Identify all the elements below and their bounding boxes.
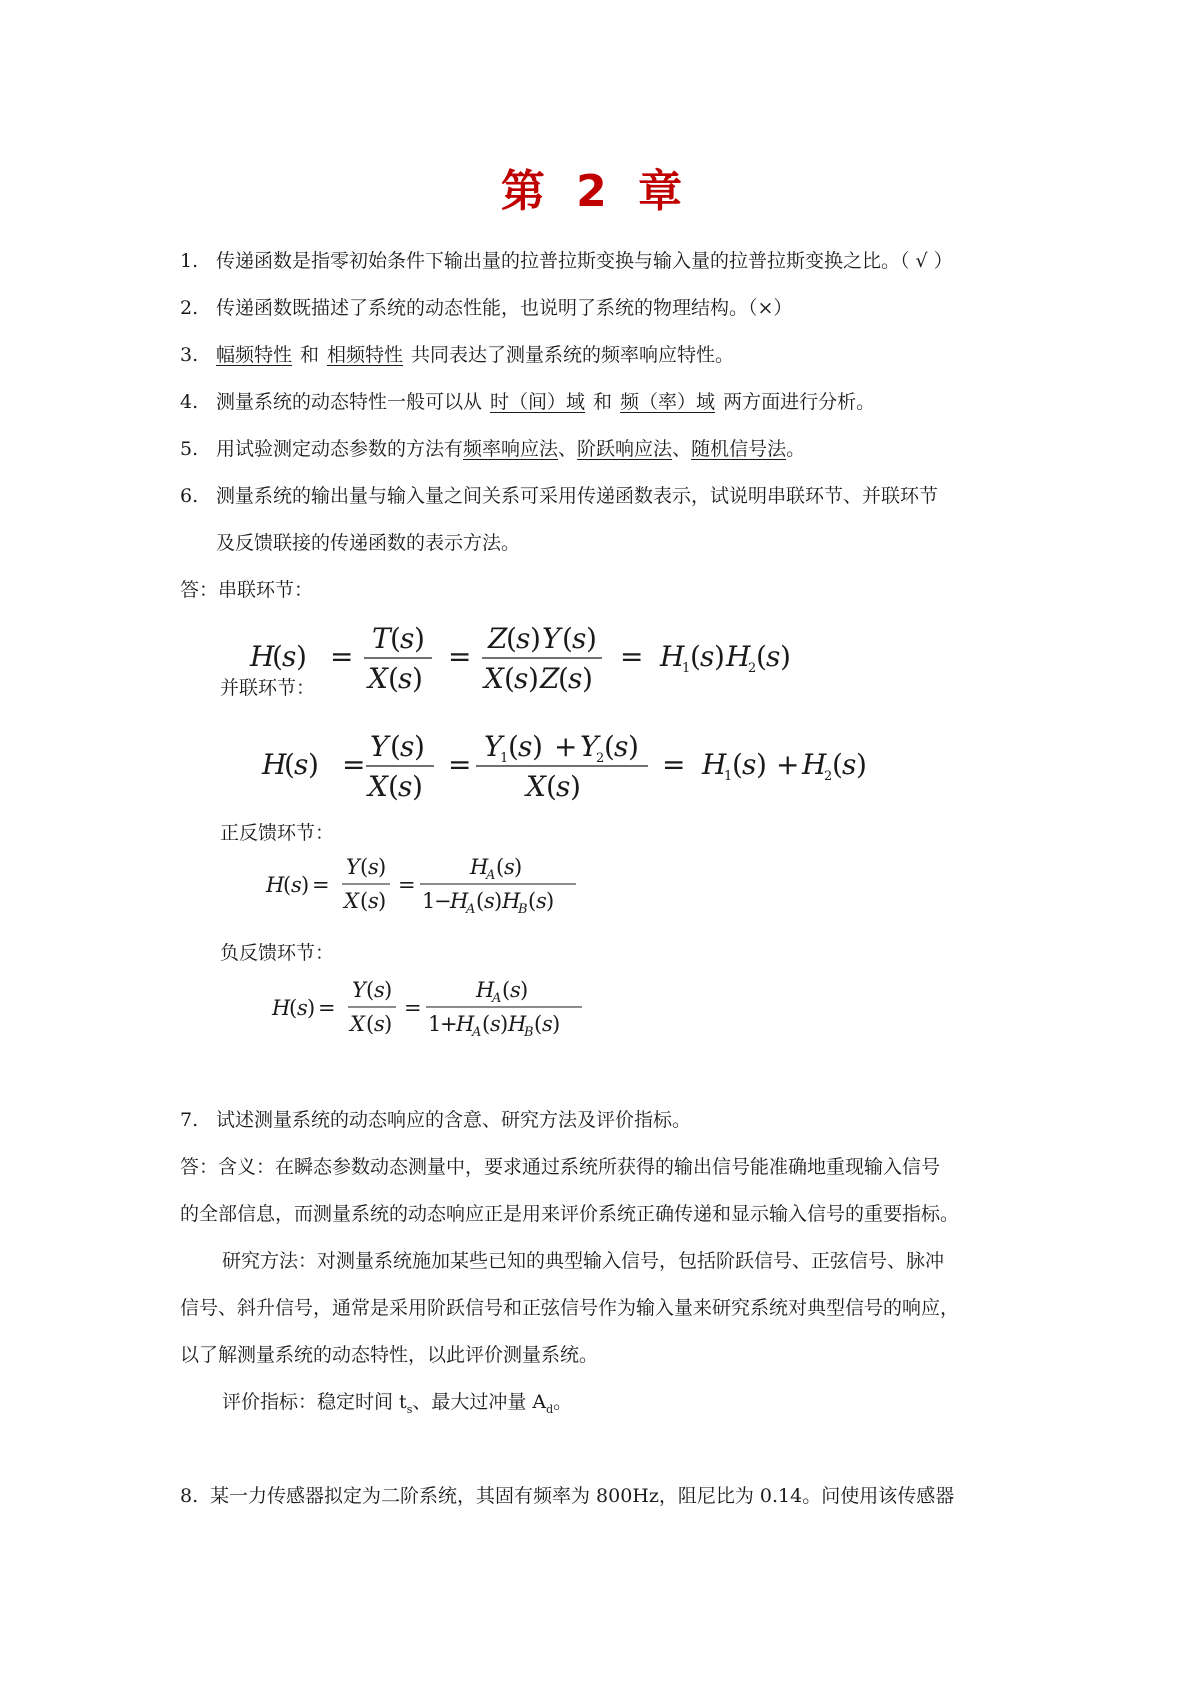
question-6-continued: 及反馈联接的传递函数的表示方法。: [216, 532, 521, 554]
svg-text:(: (: [558, 662, 569, 695]
metrics-text: 评价指标：稳定时间 t: [222, 1391, 407, 1413]
separator: 、: [558, 438, 578, 460]
svg-text:=: =: [312, 873, 330, 897]
svg-text:X: X: [344, 889, 359, 913]
question-text: 用试验测定动态参数的方法有: [216, 438, 464, 460]
svg-text:=: =: [342, 748, 366, 781]
svg-text:H: H: [502, 889, 521, 913]
question-text: 两方面进行分析。: [723, 391, 876, 413]
svg-text:X: X: [484, 662, 504, 695]
svg-text:): ): [494, 889, 503, 913]
svg-text:(: (: [604, 730, 615, 763]
evaluation-metrics: [222, 1387, 572, 1425]
answer-7-line: 信号、斜升信号，通常是采用阶跃信号和正弦信号作为输入量来研究系统对典型信号的响应，: [180, 1297, 960, 1319]
svg-text:H: H: [450, 889, 469, 913]
svg-text:Y: Y: [346, 855, 360, 879]
question-7: [180, 1105, 691, 1135]
svg-text:(: (: [508, 730, 519, 763]
svg-text:): ): [552, 1012, 561, 1036]
question-number: 1.: [180, 250, 199, 272]
svg-text:): ): [500, 1012, 509, 1036]
question-text: 共同表达了测量系统的频率响应特性。: [411, 344, 735, 366]
svg-text:H: H: [508, 1012, 527, 1036]
svg-text:): ): [414, 622, 425, 655]
separator: 、: [672, 438, 692, 460]
svg-text:s: s: [518, 730, 533, 763]
question-text: 某一力传感器拟定为二阶系统，其固有频率为 800Hz，阻尼比为 0.14。问使用该传感器: [210, 1485, 955, 1507]
svg-text:=: =: [404, 996, 422, 1020]
question-8: [180, 1481, 954, 1511]
svg-text:s: s: [490, 1012, 501, 1036]
svg-text:(: (: [390, 730, 401, 763]
svg-text:s: s: [536, 889, 547, 913]
svg-text:): ): [412, 770, 423, 803]
svg-text:X: X: [368, 770, 388, 803]
svg-text:X: X: [526, 770, 546, 803]
answer-blank: 阶跃响应法: [577, 438, 673, 460]
svg-text:(: (: [832, 748, 843, 781]
svg-text:s: s: [294, 748, 309, 781]
question-number: 7.: [180, 1109, 199, 1131]
answer-blank: 随机信号法: [691, 438, 787, 460]
metrics-subscript: s: [406, 1402, 413, 1416]
svg-text:s: s: [842, 748, 857, 781]
answer-7-line: 研究方法：对测量系统施加某些已知的典型输入信号，包括阶跃信号、正弦信号、脉冲: [222, 1250, 945, 1272]
question-number: 2.: [180, 297, 199, 319]
svg-text:s: s: [291, 873, 302, 897]
svg-text:): ): [414, 730, 425, 763]
svg-text:(: (: [506, 622, 517, 655]
svg-text:=: =: [448, 748, 472, 781]
svg-text:s: s: [368, 855, 379, 879]
svg-text:): ): [412, 662, 423, 695]
question-text: 传递函数是指零初始条件下输出量的拉普拉斯变换与输入量的拉普拉斯变换之比。（ √ ）: [216, 250, 953, 272]
answer-blank: 幅频特性: [216, 344, 293, 366]
question-2: [180, 293, 792, 323]
svg-text:H: H: [660, 640, 685, 673]
chapter-title: 第 2 章: [500, 166, 691, 217]
question-number: 4.: [180, 391, 199, 413]
svg-text:s: s: [556, 770, 571, 803]
svg-text:): ): [296, 640, 307, 673]
svg-text:): ): [780, 640, 791, 673]
svg-text:(: (: [360, 889, 369, 913]
svg-text:Y: Y: [542, 622, 561, 655]
svg-text:=: =: [318, 996, 336, 1020]
svg-text:=: =: [330, 640, 354, 673]
question-text: 和: [593, 391, 613, 413]
svg-text:s: s: [484, 889, 495, 913]
svg-text:(: (: [732, 748, 743, 781]
answer-blank: 时（间）域: [490, 391, 586, 413]
svg-text:(: (: [528, 889, 537, 913]
svg-text:X: X: [350, 1012, 365, 1036]
svg-text:H: H: [470, 855, 489, 879]
svg-text:): ): [756, 748, 767, 781]
svg-text:=: =: [398, 873, 416, 897]
svg-text:): ): [856, 748, 867, 781]
svg-text:): ): [514, 855, 523, 879]
svg-text:2: 2: [824, 769, 833, 784]
question-text: 测量系统的动态特性一般可以从: [216, 391, 483, 413]
svg-text:s: s: [510, 978, 521, 1002]
svg-text:(: (: [360, 855, 369, 879]
svg-text:): ): [546, 889, 555, 913]
answer-blank: 频率响应法: [463, 438, 559, 460]
question-3: [180, 340, 734, 370]
svg-text:): ): [308, 748, 319, 781]
question-4: [180, 387, 875, 417]
svg-text:s: s: [514, 662, 529, 695]
svg-text:): ): [532, 730, 543, 763]
metrics-subscript: d: [546, 1402, 554, 1416]
svg-text:): ): [586, 622, 597, 655]
svg-text:): ): [570, 770, 581, 803]
svg-text:(: (: [366, 978, 375, 1002]
series-label: 答：串联环节：: [180, 579, 314, 601]
answer-blank: 相频特性: [327, 344, 404, 366]
svg-text:): ): [520, 978, 529, 1002]
svg-text:A: A: [486, 868, 496, 883]
svg-text:1: 1: [428, 1012, 442, 1036]
svg-text:s: s: [374, 978, 385, 1002]
svg-text:s: s: [614, 730, 629, 763]
question-text: 传递函数既描述了系统的动态性能，也说明了系统的物理结构。（×）: [216, 297, 793, 319]
svg-text:s: s: [504, 855, 515, 879]
separator: 。: [786, 438, 806, 460]
svg-text:(: (: [476, 889, 485, 913]
svg-text:(: (: [388, 662, 399, 695]
svg-text:H: H: [702, 748, 727, 781]
question-number: 5.: [180, 438, 199, 460]
positive-feedback-label: 正反馈环节：: [220, 822, 335, 844]
svg-text:+: +: [440, 1012, 458, 1036]
svg-text:): ): [378, 889, 387, 913]
svg-text:s: s: [766, 640, 781, 673]
question-number: 8.: [180, 1485, 199, 1507]
svg-text:1: 1: [682, 661, 691, 676]
svg-text:Y: Y: [580, 730, 599, 763]
svg-text:(: (: [504, 662, 515, 695]
svg-text:s: s: [398, 662, 413, 695]
svg-text:Z: Z: [488, 622, 508, 655]
svg-text:s: s: [700, 640, 715, 673]
question-1: [180, 246, 953, 276]
svg-text:Z: Z: [540, 662, 560, 695]
svg-text:Y: Y: [370, 730, 389, 763]
svg-text:(: (: [284, 748, 295, 781]
question-5: [180, 434, 805, 464]
svg-text:): ): [528, 662, 539, 695]
svg-text:H: H: [802, 748, 827, 781]
svg-text:H: H: [266, 873, 285, 897]
negative-feedback-formula: [272, 975, 602, 1049]
svg-text:Y: Y: [352, 978, 366, 1002]
positive-feedback-formula: [266, 852, 596, 926]
metrics-text: 、最大过冲量 A: [412, 1391, 547, 1413]
question-text: 试述测量系统的动态响应的含意、研究方法及评价指标。: [216, 1109, 692, 1131]
svg-text:(: (: [388, 770, 399, 803]
answer-blank: 频（率）域: [620, 391, 716, 413]
svg-text:(: (: [534, 1012, 543, 1036]
svg-text:s: s: [400, 622, 415, 655]
svg-text:): ): [384, 978, 393, 1002]
svg-text:(: (: [272, 640, 283, 673]
svg-text:(: (: [390, 622, 401, 655]
svg-text:B: B: [518, 902, 528, 917]
svg-text:B: B: [524, 1025, 534, 1040]
svg-text:): ): [307, 996, 316, 1020]
answer-7-line: 的全部信息，而测量系统的动态响应正是用来评价系统正确传递和显示输入信号的重要指标。: [180, 1203, 960, 1225]
svg-text:s: s: [297, 996, 308, 1020]
svg-text:): ): [301, 873, 310, 897]
answer-7-line: 答：含义：在瞬态参数动态测量中，要求通过系统所获得的输出信号能准确地重现输入信号: [180, 1156, 941, 1178]
svg-text:H: H: [272, 996, 291, 1020]
svg-text:H: H: [726, 640, 751, 673]
question-text: 测量系统的输出量与输入量之间关系可采用传递函数表示，试说明串联环节、并联环节: [216, 485, 939, 507]
svg-text:H: H: [456, 1012, 475, 1036]
svg-text:X: X: [368, 662, 388, 695]
svg-text:): ): [530, 622, 541, 655]
svg-text:A: A: [472, 1025, 482, 1040]
svg-text:s: s: [568, 662, 583, 695]
negative-feedback-label: 负反馈环节：: [220, 942, 335, 964]
svg-text:): ): [628, 730, 639, 763]
svg-text:s: s: [374, 1012, 385, 1036]
parallel-label: 并联环节：: [220, 677, 316, 699]
svg-text:s: s: [368, 889, 379, 913]
metrics-text: 。: [553, 1391, 573, 1413]
svg-text:s: s: [572, 622, 587, 655]
svg-text:H: H: [262, 748, 287, 781]
svg-text:2: 2: [596, 751, 605, 766]
svg-text:A: A: [466, 902, 476, 917]
svg-text:1: 1: [422, 889, 436, 913]
svg-text:(: (: [546, 770, 557, 803]
svg-text:(: (: [482, 1012, 491, 1036]
svg-text:): ): [714, 640, 725, 673]
svg-text:=: =: [448, 640, 472, 673]
svg-text:(: (: [289, 996, 298, 1020]
svg-text:s: s: [516, 622, 531, 655]
svg-text:H: H: [250, 640, 275, 673]
svg-text:=: =: [662, 748, 686, 781]
question-number: 3.: [180, 344, 199, 366]
answer-7-line: 以了解测量系统的动态特性，以此评价测量系统。: [180, 1344, 599, 1366]
svg-text:+: +: [776, 748, 800, 781]
svg-text:1: 1: [724, 769, 733, 784]
svg-text:s: s: [400, 730, 415, 763]
svg-text:A: A: [492, 991, 502, 1006]
svg-text:(: (: [562, 622, 573, 655]
svg-text:2: 2: [748, 661, 757, 676]
svg-text:): ): [582, 662, 593, 695]
question-number: 6.: [180, 485, 199, 507]
svg-text:(: (: [756, 640, 767, 673]
svg-text:s: s: [282, 640, 297, 673]
svg-text:(: (: [502, 978, 511, 1002]
svg-text:s: s: [398, 770, 413, 803]
svg-text:Y: Y: [484, 730, 503, 763]
svg-text:=: =: [620, 640, 644, 673]
svg-text:+: +: [554, 730, 578, 763]
svg-text:(: (: [366, 1012, 375, 1036]
svg-text:1: 1: [500, 751, 509, 766]
svg-text:(: (: [496, 855, 505, 879]
question-6: [180, 481, 938, 511]
svg-text:): ): [384, 1012, 393, 1036]
series-formula: [250, 618, 850, 702]
svg-text:−: −: [434, 889, 452, 913]
svg-text:s: s: [742, 748, 757, 781]
svg-text:H: H: [476, 978, 495, 1002]
parallel-formula: [262, 726, 867, 810]
question-text: 和: [300, 344, 320, 366]
svg-text:(: (: [690, 640, 701, 673]
svg-text:s: s: [542, 1012, 553, 1036]
svg-text:): ): [378, 855, 387, 879]
svg-text:T: T: [372, 622, 391, 655]
svg-text:(: (: [283, 873, 292, 897]
